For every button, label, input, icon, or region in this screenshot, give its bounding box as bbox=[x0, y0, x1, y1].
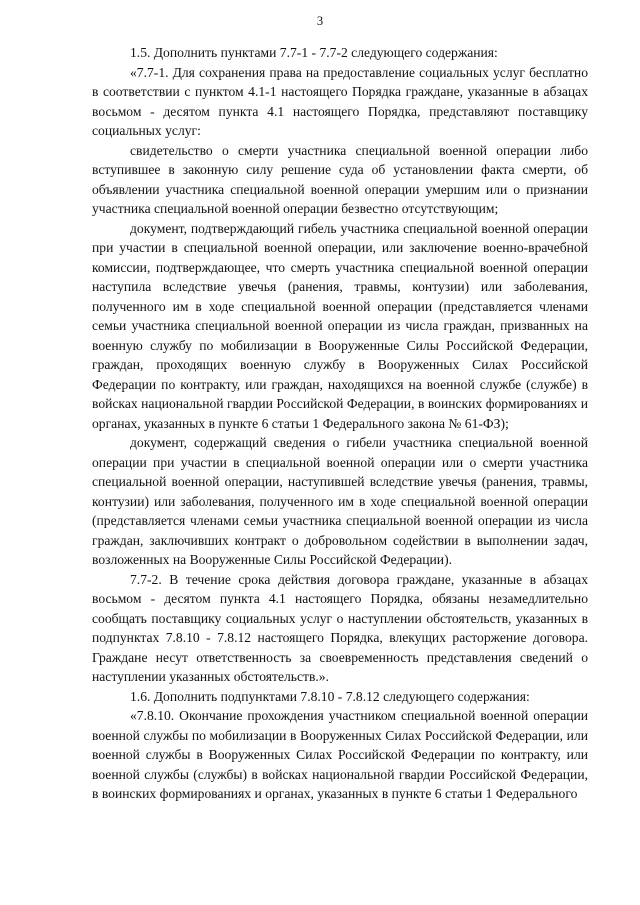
paragraph-death-confirmation-document: документ, подтверждающий гибель участника специальной военной операции при участии в специальной военной операции, или заключение военно-врачебной комиссии, подтверждающее, что смерть участника специальной военной операции наступила вследствие увечья (ранения, травмы, контузии) или заболевания, полученного им в ходе специальной военной операции (представляется членами семьи участника специальной военной операции из числа граждан, призванных на военную службу по мобилизации в Вооруженные Силы Российской Федерации, граждан, проходящих военную службу в Вооруженных Силах Российской Федерации по контракту, или граждан, находящихся на военной службе (службе) в войсках национальной гвардии Российской Федерации, в воинских формированиях и органах, указанных в пункте 6 статьи 1 Федерального закона № 61-ФЗ); bbox=[92, 220, 588, 431]
document-body bbox=[92, 43, 588, 804]
paragraph-death-information-document: документ, содержащий сведения о гибели участника специальной военной операции при участии в специальной военной операции или о смерти участника специальной военной операции, наступившей вследствие увечья (ранения, травмы, контузии) или заболевания, полученного им в ходе специальной военной операции (представляется членами семьи участника специальной военной операции из числа граждан, заключивших контракт о добровольном содействии в выполнении задач, возложенных на Вооруженные Силы Российской Федерации). bbox=[92, 435, 588, 567]
paragraph-7-8-10: «7.8.10. Окончание прохождения участником специальной военной операции военной службы по мобилизации в Вооруженных Силах Российской Федерации, или военной службы в Вооруженных Силах Российской Федерации по контракту, или военной службы (службы) в войсках национальной гвардии Российской Федерации, в воинских формированиях и органах, указанных в пункте 6 статьи 1 Федерального bbox=[92, 708, 588, 801]
paragraph-1-6-heading: 1.6. Дополнить подпунктами 7.8.10 - 7.8.12 следующего содержания: bbox=[130, 688, 530, 704]
paragraph-1-5-heading: 1.5. Дополнить пунктами 7.7-1 - 7.7-2 следующего содержания: bbox=[130, 45, 498, 60]
paragraph-7-7-1: «7.7-1. Для сохранения права на предоставление социальных услуг бесплатно в соответствии с пунктом 4.1-1 настоящего Порядка граждане, указанные в абзацах восьмом - десятом пункта 4.1 настоящего Порядка, представляют поставщику социальных услуг: bbox=[92, 64, 588, 138]
page-number: 3 bbox=[316, 14, 324, 28]
paragraph-death-certificate: свидетельство о смерти участника специальной военной операции либо вступившее в законную силу решение суда об установлении факта смерти, об объявлении участника специальной военной операции умершим или о признании участника специальной военной операции безвестно отсутствующим; bbox=[92, 142, 588, 216]
paragraph-7-7-2: 7.7-2. В течение срока действия договора граждане, указанные в абзацах восьмом - десятом пункта 4.1 настоящего Порядка, обязаны незамедлительно сообщать поставщику социальных услуг о наступлении обстоятельств, указанных в подпунктах 7.8.10 - 7.8.12 настоящего Порядка, влекущих расторжение договора. Граждане несут ответственность за своевременность представления сведений о наступлении указанных обстоятельств.». bbox=[92, 571, 588, 684]
